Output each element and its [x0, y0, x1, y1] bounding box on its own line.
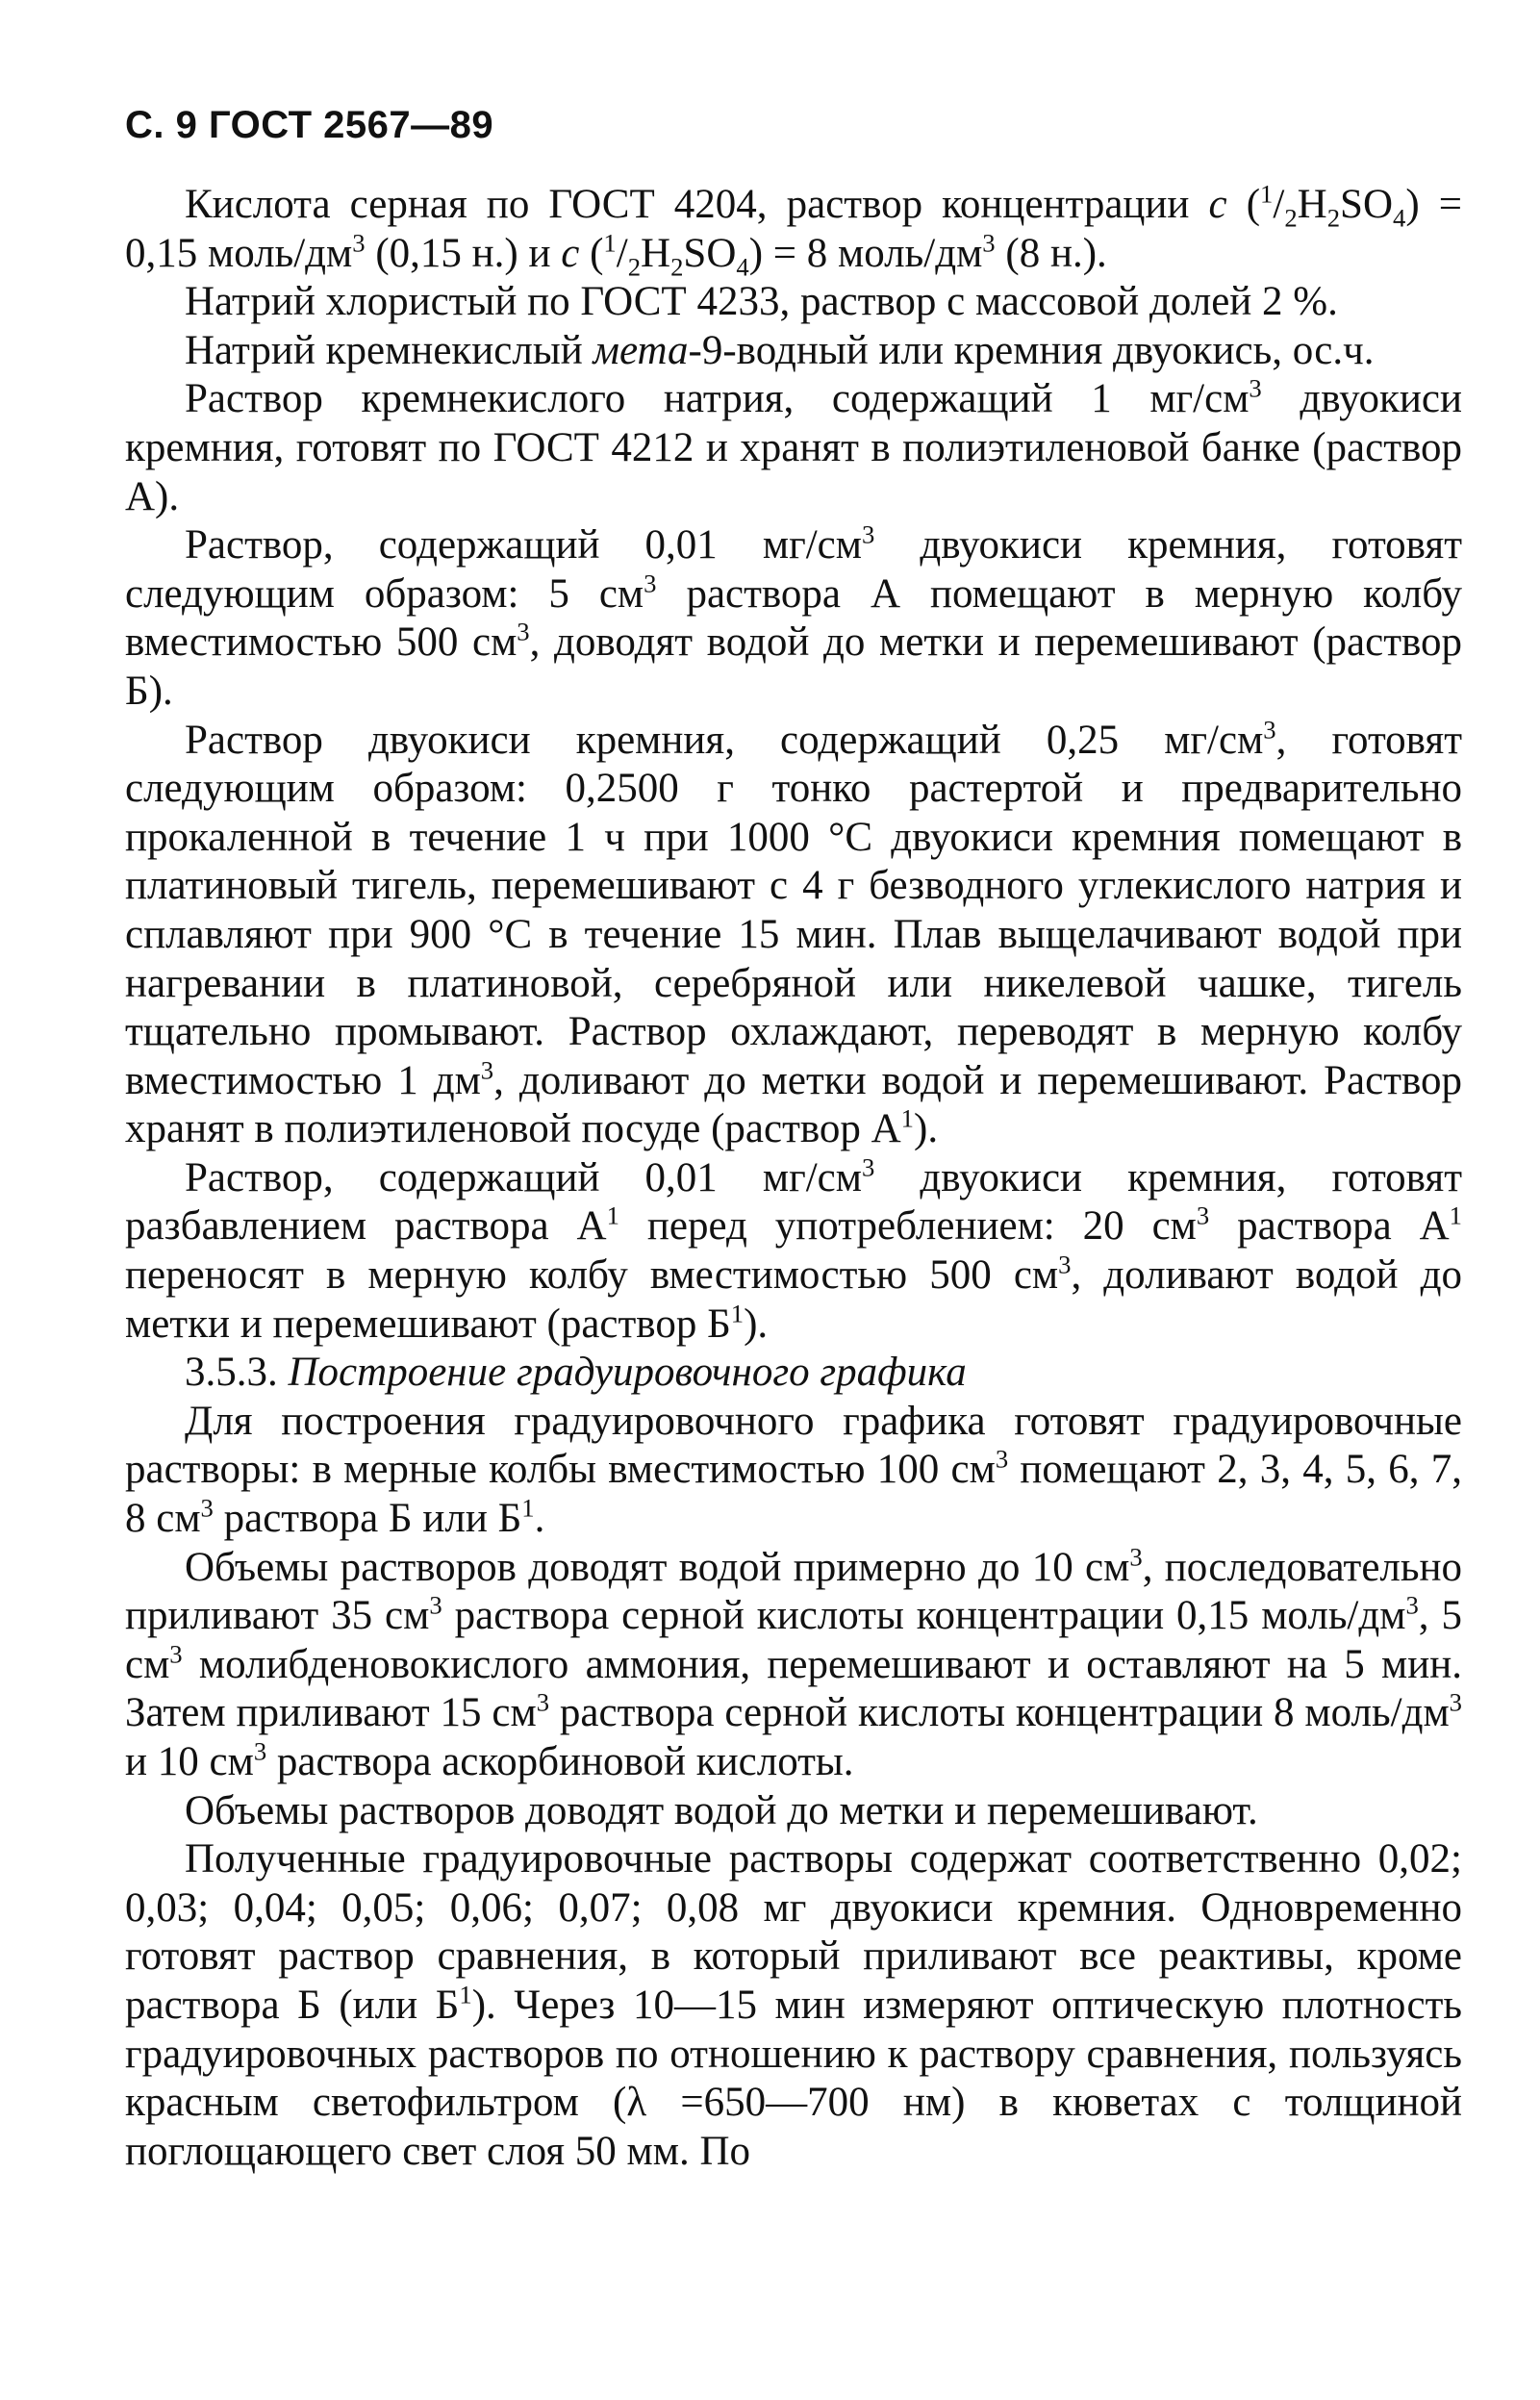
superscript: 1 — [900, 1103, 914, 1133]
superscript: 3 — [1129, 1542, 1143, 1572]
subscript: 2 — [627, 252, 642, 282]
text-span: раствора серной кислоты концентрации 8 моль/дм — [549, 1690, 1450, 1736]
text-span: Натрий кремнекислый — [185, 327, 593, 373]
text-span: Раствор кремнекислого натрия, содержащий 1 мг/см — [185, 376, 1250, 422]
text-span: перед употреблением: 20 см — [619, 1203, 1197, 1250]
paragraph-solution-a — [125, 375, 1462, 521]
superscript: 3 — [200, 1493, 214, 1523]
text-span: мета — [593, 327, 689, 373]
text-span: раствора А помещают в мерную колбу вместимостью 500 см — [125, 570, 1462, 666]
text-span: раствора аскорбиновой кислоты. — [266, 1739, 854, 1784]
section-title: Построение градуировочного графика — [288, 1350, 967, 1396]
subscript: 4 — [1393, 203, 1406, 233]
superscript: 3 — [1405, 1590, 1419, 1620]
superscript: 3 — [536, 1688, 550, 1718]
text-span: Полученные градуировочные растворы содержат соответственно 0,02; 0,03; 0,04; 0,05; 0,06; 0,07; 0,08 мг двуокиси кремния. Одновременно готовят раствор сравнения, в который приливают все реактивы, кроме раствора Б (или Б — [125, 1836, 1462, 2028]
text-span: помещают 2, 3, 4, 5, 6, 7, 8 см — [125, 1447, 1462, 1542]
text-span: / — [1273, 182, 1285, 227]
subscript: 2 — [1284, 203, 1298, 233]
superscript: 1 — [603, 228, 617, 258]
text-span: ). — [914, 1106, 939, 1152]
text-span: -9-водный или кремния двуокись, ос.ч. — [688, 327, 1375, 373]
superscript: 3 — [982, 228, 996, 258]
paragraph-optical-density — [125, 1835, 1462, 2176]
text-span: двуокиси кремния, готовят разбавлением раствора А — [125, 1154, 1462, 1250]
text-span: (8 н.). — [995, 230, 1107, 276]
text-span: двуокиси кремния, готовят по ГОСТ 4212 и хранят в полиэтиленовой банке (раствор А). — [125, 376, 1463, 519]
text-span: , доливают водой до метки и перемешивают (раствор Б — [125, 1252, 1462, 1347]
superscript: 3 — [1263, 715, 1276, 745]
text-span: / — [616, 230, 628, 276]
text-span: раствора серной кислоты концентрации 0,15 моль/дм — [442, 1593, 1406, 1639]
paragraph-solution-a1 — [125, 717, 1462, 1154]
text-span: Раствор двуокиси кремния, содержащий 0,25 мг/см — [185, 717, 1264, 763]
text-span: H — [1297, 182, 1327, 227]
text-span: . — [534, 1496, 545, 1542]
text-span: ( — [1246, 182, 1261, 227]
superscript: 1 — [521, 1493, 535, 1523]
superscript: 3 — [995, 1445, 1009, 1475]
text-span: Кислота серная по ГОСТ 4204, раствор концентрации — [185, 182, 1209, 227]
subscript: 2 — [1326, 203, 1341, 233]
text-span: , 5 см — [125, 1593, 1462, 1687]
text-span: , готовят следующим образом: 0,2500 г тонко растертой и предварительно прокаленной в течение 1 ч при 1000 °С двуокиси кремния помещают в платиновый тигель, перемешивают с 4 г безводного углекислого натрия и сплавляют при 900 °С в течение 15 мин. Плав выщелачивают водой при нагревании в платиновой, серебряной или никелевой чашке, тигель тщательно промывают. Раствор охлаждают, переводят в мерную колбу вместимостью 1 дм — [125, 717, 1462, 1103]
subscript: 2 — [670, 252, 684, 282]
text-span: и 10 см — [125, 1739, 254, 1784]
text-span: Для построения градуировочного графика готовят градуировочные растворы: в мерные колбы вместимостью 100 см — [125, 1398, 1462, 1493]
text-span: молибденовокислого аммония, перемешивают и оставляют на 5 мин. Затем приливают 15 см — [125, 1641, 1462, 1736]
text-span: Объемы растворов доводят водой примерно до 10 см — [185, 1544, 1130, 1590]
superscript: 3 — [169, 1639, 183, 1669]
text-span: , доливают до метки водой и перемешивают. Раствор хранят в полиэтиленовой посуде (раствор А — [125, 1057, 1462, 1152]
text-span: с — [1208, 182, 1227, 227]
text-span: Раствор, содержащий 0,01 мг/см — [185, 522, 862, 568]
paragraph-calibration-solutions — [125, 1398, 1462, 1544]
text-span: ). — [744, 1301, 769, 1347]
text-span: раствора Б или Б — [213, 1496, 522, 1542]
paragraph-sodium-silicate — [125, 327, 1462, 376]
superscript: 3 — [253, 1736, 267, 1766]
superscript: 1 — [1260, 179, 1274, 209]
text-span: , последовательно приливают 35 см — [125, 1544, 1462, 1639]
superscript: 3 — [644, 568, 657, 598]
paragraph-sulfuric-acid — [125, 179, 1462, 282]
text-span: ) = 0,15 моль/дм — [125, 182, 1462, 276]
superscript: 3 — [517, 618, 530, 647]
text-span: SO — [1340, 182, 1394, 227]
paragraph-solution-b — [125, 521, 1462, 716]
superscript: 3 — [1196, 1201, 1210, 1231]
superscript: 1 — [730, 1299, 745, 1328]
text-span: SO — [683, 230, 737, 276]
text-span: с — [561, 230, 580, 276]
text-span: раствора А — [1209, 1203, 1450, 1250]
superscript: 3 — [1249, 374, 1262, 404]
superscript: 3 — [1449, 1688, 1462, 1718]
page-header: С. 9 ГОСТ 2567—89 — [125, 104, 494, 146]
section-number: 3.5.3. — [185, 1350, 289, 1396]
superscript: 3 — [1058, 1250, 1072, 1279]
text-span: переносят в мерную колбу вместимостью 500 см — [125, 1252, 1059, 1299]
text-span: ) = 8 моль/дм — [748, 230, 983, 276]
subscript: 4 — [736, 252, 749, 282]
superscript: 3 — [480, 1055, 494, 1085]
text-span: ( — [590, 230, 604, 276]
paragraph-volumes-adjust — [125, 1544, 1462, 1787]
paragraph-solution-b1 — [125, 1154, 1462, 1349]
paragraph-sodium-chloride: Натрий хлористый по ГОСТ 4233, раствор с массовой долей 2 %. — [185, 279, 1338, 325]
text-span: , доводят водой до метки и перемешивают (раствор Б). — [125, 619, 1462, 714]
superscript: 3 — [861, 519, 875, 549]
text-span: (0,15 н.) и — [365, 230, 562, 276]
document-body — [125, 181, 1462, 2176]
superscript: 1 — [459, 1980, 472, 2009]
superscript: 3 — [861, 1152, 875, 1182]
text-span: H — [641, 230, 671, 276]
superscript: 1 — [1449, 1201, 1462, 1231]
text-span: ). Через 10—15 мин измеряют оптическую плотность градуировочных растворов по отношению к раствору сравнения, пользуясь красным светофильтром (λ =650—700 нм) в кюветах с толщиной поглощающего свет слоя 50 мм. По — [125, 1982, 1462, 2174]
text-span: Раствор, содержащий 0,01 мг/см — [185, 1154, 862, 1200]
section-heading-3-5-3 — [125, 1349, 1462, 1398]
superscript: 3 — [352, 228, 366, 258]
paragraph-volumes-mark: Объемы растворов доводят водой до метки и перемешивают. — [185, 1787, 1258, 1833]
superscript: 1 — [606, 1201, 619, 1231]
superscript: 3 — [429, 1590, 442, 1620]
text-span: двуокиси кремния, готовят следующим образом: 5 см — [125, 522, 1462, 617]
